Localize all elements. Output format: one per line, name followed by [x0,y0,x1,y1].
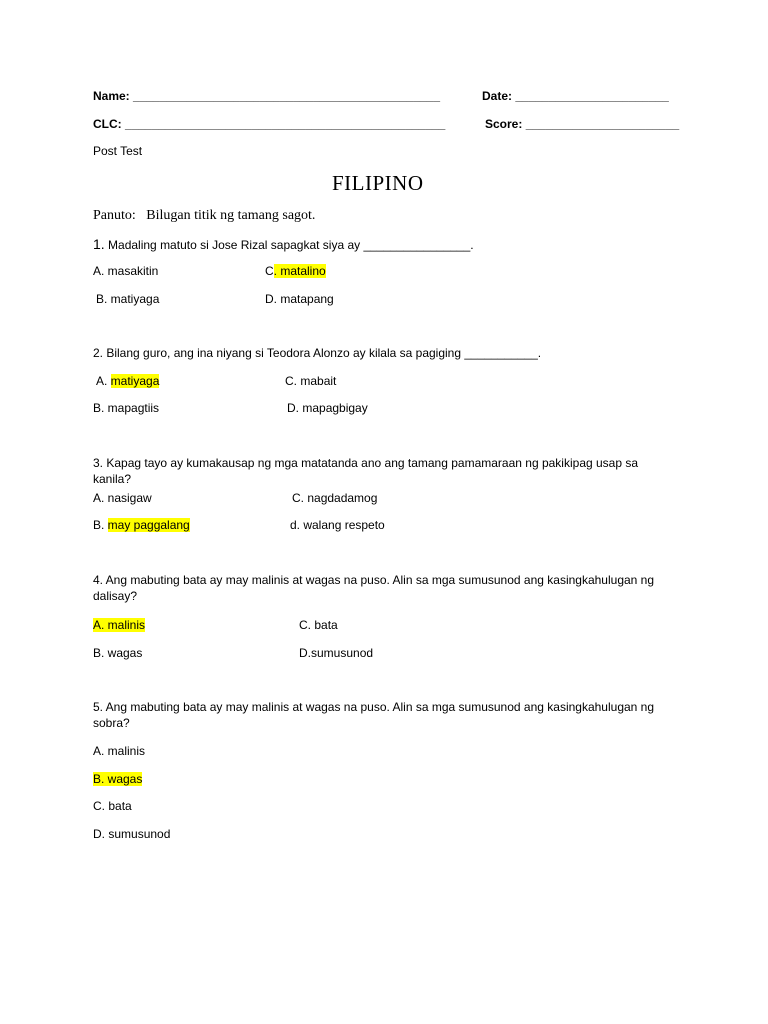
highlighted-answer: A. malinis [93,618,146,632]
instructions [93,207,315,225]
choice-4b: B. wagas [93,646,143,660]
choice-3d: d. walang respeto [290,518,385,532]
date-label: Date: [482,89,513,103]
name-label: Name: [93,89,130,103]
choice-1a: A. masakitin [93,264,159,278]
question-1-number: 1. [93,236,105,252]
highlighted-answer: B. wagas [93,772,143,786]
choice-5a: A. malinis [93,744,146,758]
choice-1b: B. matiyaga [96,292,160,306]
clc-field [93,116,445,132]
choice-2a: A. matiyaga [96,374,160,388]
highlighted-answer: . matalino [273,264,326,278]
question-3: 3. Kapag tayo ay kumakausap ng mga matatanda ano ang tamang pamamaraan ng pakikipag usap sa kanila? [93,456,639,486]
question-4: 4. Ang mabuting bata ay may malinis at wagas na puso. Alin sa mga sumusunod ang kasingkahulugan ng dalisay? [93,573,655,603]
highlighted-answer: may paggalang [107,518,190,532]
choice-1d: D. matapang [265,292,334,306]
date-field [482,88,669,104]
test-type: Post Test [93,144,143,158]
date-blank: _______________________ [515,89,669,103]
score-blank: _______________________ [525,117,680,131]
choice-5c: C. bata [93,799,132,813]
choice-5b [93,771,142,787]
question-2: 2. Bilang guro, ang ina niyang si Teodora Alonzo ay kilala sa pagiging ___________. [93,346,542,360]
question-1 [93,236,474,253]
clc-blank: ________________________________________________ [125,117,446,131]
choice-2b: B. mapagtiis [93,401,160,415]
name-field [93,88,440,104]
choice-4d: D.sumusunod [299,646,374,660]
choice-3a: A. nasigaw [93,491,152,505]
choice-2c: C. mabait [285,374,337,388]
choice-2d: D. mapagbigay [287,401,368,415]
instructions-text: Bilugan titik ng tamang sagot. [146,208,316,223]
question-5: 5. Ang mabuting bata ay may malinis at wagas na puso. Alin sa mga sumusunod ang kasingkahulugan ng sobra? [93,700,655,730]
score-field [485,116,679,132]
choice-5d: D. sumusunod [93,827,171,841]
clc-label: CLC: [93,117,122,131]
choice-1c: C. matalino [265,264,326,278]
name-blank: ______________________________________________ [133,89,441,103]
page-title: FILIPINO [332,171,424,195]
instructions-label: Panuto: [93,208,136,223]
choice-3b: B. may paggalang [93,518,190,532]
choice-4a [93,617,145,633]
score-label: Score: [485,117,523,131]
highlighted-answer: matiyaga [110,374,160,388]
choice-3c: C. nagdadamog [292,491,378,505]
choice-4c: C. bata [299,618,338,632]
question-1-stem: Madaling matuto si Jose Rizal sapagkat siya ay ________________. [108,238,474,252]
